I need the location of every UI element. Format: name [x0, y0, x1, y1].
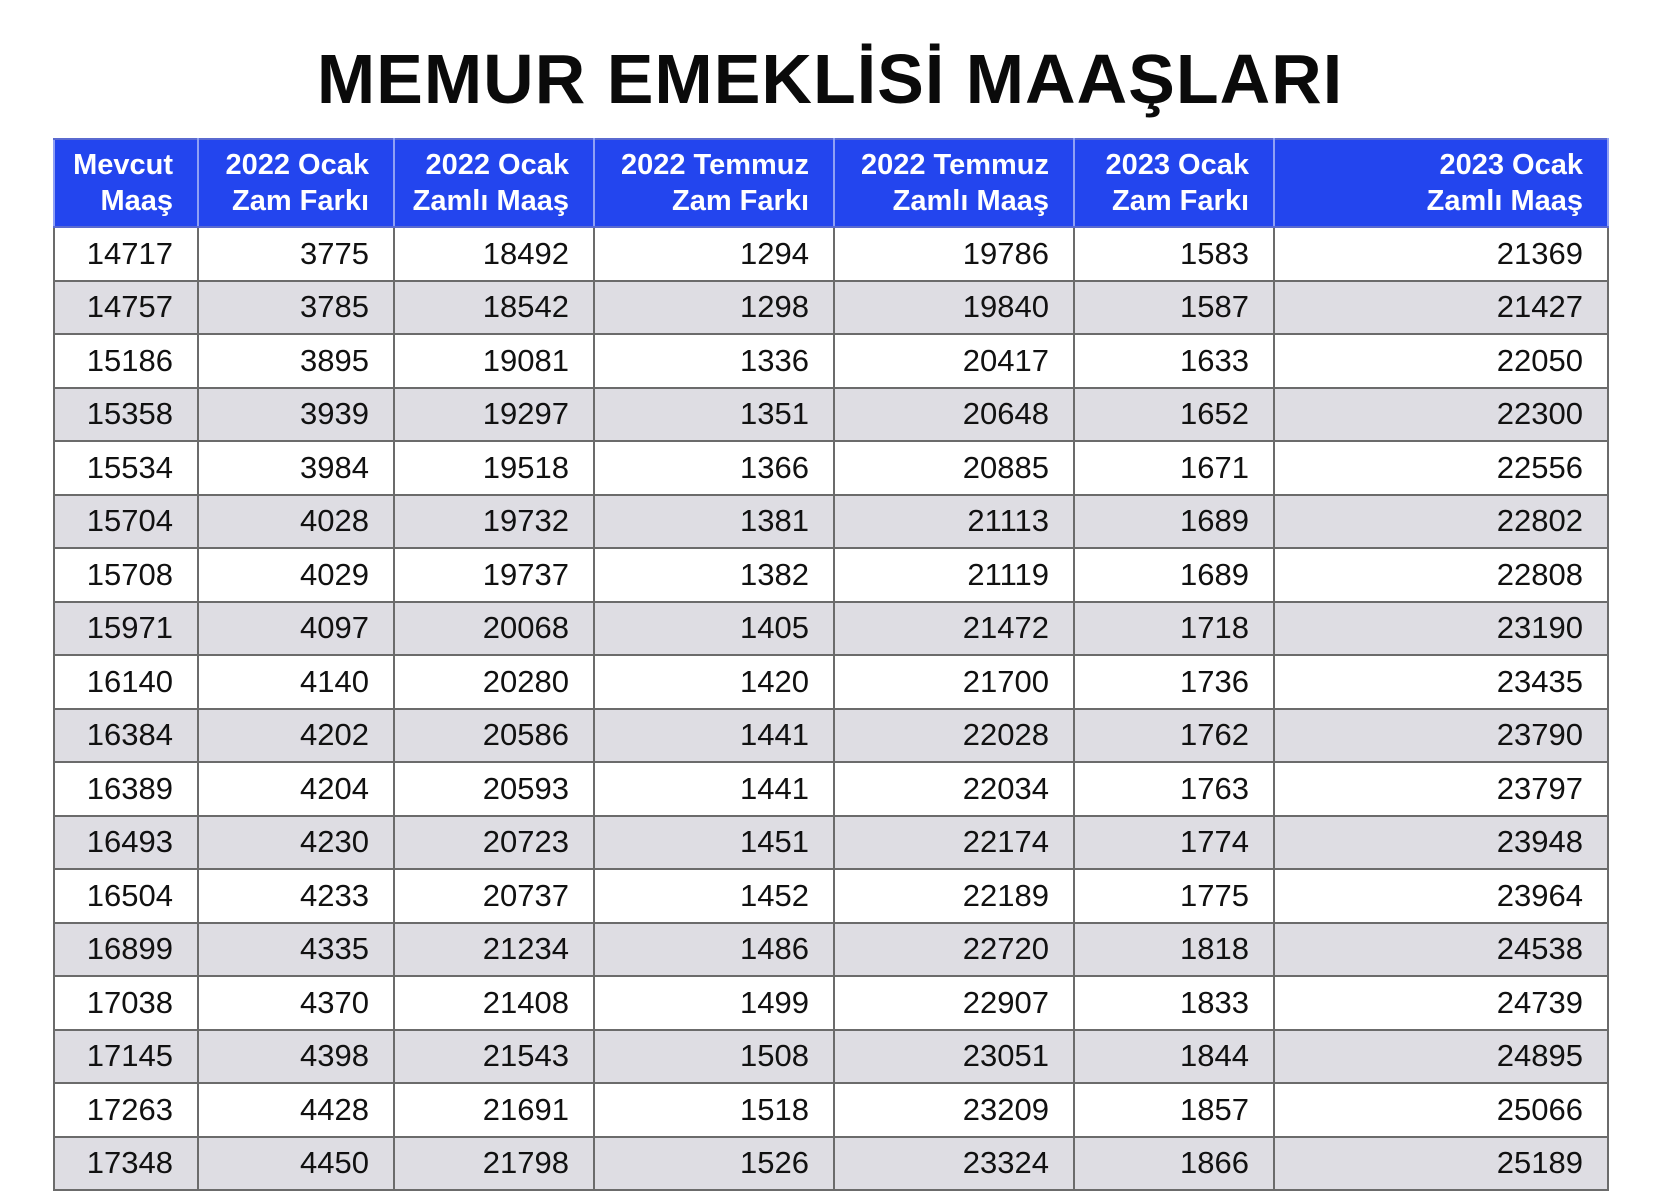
table-cell: 15358 — [54, 388, 198, 442]
column-header-line-2: Zam Farkı — [672, 185, 809, 217]
table-cell: 22034 — [834, 762, 1074, 816]
table-cell: 1452 — [594, 869, 834, 923]
table-cell: 1671 — [1074, 441, 1274, 495]
table-cell: 1451 — [594, 816, 834, 870]
table-cell: 20068 — [394, 602, 594, 656]
table-cell: 15534 — [54, 441, 198, 495]
table-cell: 1775 — [1074, 869, 1274, 923]
table-cell: 4028 — [198, 495, 394, 549]
table-row — [54, 923, 1608, 977]
table-cell: 22556 — [1274, 441, 1608, 495]
table-cell: 15186 — [54, 334, 198, 388]
table-cell: 1420 — [594, 655, 834, 709]
table-cell: 20648 — [834, 388, 1074, 442]
table-cell: 19786 — [834, 227, 1074, 281]
table-cell: 1774 — [1074, 816, 1274, 870]
table-row — [54, 655, 1608, 709]
table-cell: 1857 — [1074, 1083, 1274, 1137]
column-header-line-2: Maaş — [100, 185, 173, 217]
table-cell: 20280 — [394, 655, 594, 709]
table-cell: 21691 — [394, 1083, 594, 1137]
table-cell: 1587 — [1074, 281, 1274, 335]
table-cell: 4202 — [198, 709, 394, 763]
table-cell: 1486 — [594, 923, 834, 977]
table-cell: 19732 — [394, 495, 594, 549]
table-row — [54, 441, 1608, 495]
column-header-line-2: Zamlı Maaş — [412, 185, 569, 217]
table-cell: 1381 — [594, 495, 834, 549]
table-cell: 1689 — [1074, 495, 1274, 549]
table-cell: 3939 — [198, 388, 394, 442]
table-cell: 23324 — [834, 1137, 1074, 1191]
table-cell: 4335 — [198, 923, 394, 977]
table-cell: 16504 — [54, 869, 198, 923]
table-row — [54, 869, 1608, 923]
table-cell: 24538 — [1274, 923, 1608, 977]
column-header — [394, 139, 594, 227]
table-cell: 17145 — [54, 1030, 198, 1084]
table-cell: 16140 — [54, 655, 198, 709]
table-row — [54, 762, 1608, 816]
table-cell: 1833 — [1074, 976, 1274, 1030]
table-cell: 1718 — [1074, 602, 1274, 656]
table-cell: 23435 — [1274, 655, 1608, 709]
table-cell: 3785 — [198, 281, 394, 335]
table-cell: 21543 — [394, 1030, 594, 1084]
table-cell: 22808 — [1274, 548, 1608, 602]
table-cell: 1866 — [1074, 1137, 1274, 1191]
table-cell: 1736 — [1074, 655, 1274, 709]
column-header-line-1: Mevcut — [73, 149, 173, 181]
table-cell: 4230 — [198, 816, 394, 870]
table-cell: 1441 — [594, 709, 834, 763]
table-cell: 1818 — [1074, 923, 1274, 977]
table-cell: 22720 — [834, 923, 1074, 977]
table-cell: 21700 — [834, 655, 1074, 709]
table-cell: 22189 — [834, 869, 1074, 923]
table-cell: 15971 — [54, 602, 198, 656]
table-cell: 21369 — [1274, 227, 1608, 281]
table-cell: 24895 — [1274, 1030, 1608, 1084]
table-cell: 1499 — [594, 976, 834, 1030]
table-row — [54, 1030, 1608, 1084]
column-header-line-2: Zam Farkı — [1112, 185, 1249, 217]
table-cell: 20723 — [394, 816, 594, 870]
table-row — [54, 495, 1608, 549]
table-cell: 15704 — [54, 495, 198, 549]
table-cell: 23790 — [1274, 709, 1608, 763]
table-cell: 20593 — [394, 762, 594, 816]
table-cell: 4233 — [198, 869, 394, 923]
table-cell: 22028 — [834, 709, 1074, 763]
table-cell: 1294 — [594, 227, 834, 281]
table-cell: 22907 — [834, 976, 1074, 1030]
table-cell: 23797 — [1274, 762, 1608, 816]
table-row — [54, 388, 1608, 442]
table-cell: 1382 — [594, 548, 834, 602]
table-row — [54, 976, 1608, 1030]
table-cell: 1689 — [1074, 548, 1274, 602]
column-header — [1074, 139, 1274, 227]
table-cell: 23190 — [1274, 602, 1608, 656]
table-cell: 1526 — [594, 1137, 834, 1191]
column-header-line-2: Zamlı Maaş — [1426, 185, 1583, 217]
table-cell: 20885 — [834, 441, 1074, 495]
column-header — [594, 139, 834, 227]
table-cell: 20586 — [394, 709, 594, 763]
table-cell: 18492 — [394, 227, 594, 281]
table-cell: 21408 — [394, 976, 594, 1030]
column-header — [198, 139, 394, 227]
table-cell: 22050 — [1274, 334, 1608, 388]
table-cell: 19297 — [394, 388, 594, 442]
table-cell: 22802 — [1274, 495, 1608, 549]
column-header — [1274, 139, 1608, 227]
table-cell: 19518 — [394, 441, 594, 495]
table-row — [54, 334, 1608, 388]
table-cell: 17348 — [54, 1137, 198, 1191]
table-cell: 25189 — [1274, 1137, 1608, 1191]
column-header-line-2: Zam Farkı — [232, 185, 369, 217]
table-cell: 4398 — [198, 1030, 394, 1084]
table-cell: 22174 — [834, 816, 1074, 870]
table-body — [54, 227, 1608, 1190]
table-cell: 4097 — [198, 602, 394, 656]
table-cell: 1441 — [594, 762, 834, 816]
table-cell: 22300 — [1274, 388, 1608, 442]
table-cell: 21798 — [394, 1137, 594, 1191]
column-header-line-1: 2022 Ocak — [425, 149, 569, 181]
table-cell: 1405 — [594, 602, 834, 656]
table-cell: 14757 — [54, 281, 198, 335]
table-cell: 1518 — [594, 1083, 834, 1137]
table-cell: 1633 — [1074, 334, 1274, 388]
table-cell: 19081 — [394, 334, 594, 388]
column-header-line-1: 2023 Ocak — [1439, 149, 1583, 181]
table-cell: 1763 — [1074, 762, 1274, 816]
column-header-line-1: 2022 Ocak — [225, 149, 369, 181]
table-cell: 23051 — [834, 1030, 1074, 1084]
table-cell: 15708 — [54, 548, 198, 602]
table-cell: 4029 — [198, 548, 394, 602]
table-cell: 14717 — [54, 227, 198, 281]
table-cell: 3895 — [198, 334, 394, 388]
table-cell: 3775 — [198, 227, 394, 281]
table-cell: 16389 — [54, 762, 198, 816]
table-row — [54, 1137, 1608, 1191]
table-row — [54, 548, 1608, 602]
header-row — [54, 139, 1608, 227]
table-cell: 3984 — [198, 441, 394, 495]
table-cell: 4370 — [198, 976, 394, 1030]
table-cell: 25066 — [1274, 1083, 1608, 1137]
column-header-line-1: 2022 Temmuz — [620, 149, 809, 181]
table-cell: 16899 — [54, 923, 198, 977]
table-cell: 1351 — [594, 388, 834, 442]
table-cell: 20737 — [394, 869, 594, 923]
table-cell: 1652 — [1074, 388, 1274, 442]
table-cell: 1336 — [594, 334, 834, 388]
table-cell: 21472 — [834, 602, 1074, 656]
page-title: MEMUR EMEKLİSİ MAAŞLARI — [316, 40, 1344, 118]
table-cell: 21427 — [1274, 281, 1608, 335]
table-row — [54, 1083, 1608, 1137]
table-cell: 19737 — [394, 548, 594, 602]
table-cell: 1298 — [594, 281, 834, 335]
table-cell: 16384 — [54, 709, 198, 763]
table-cell: 23964 — [1274, 869, 1608, 923]
table-cell: 21113 — [834, 495, 1074, 549]
table-cell: 1762 — [1074, 709, 1274, 763]
column-header — [54, 139, 198, 227]
table-cell: 20417 — [834, 334, 1074, 388]
table-cell: 1844 — [1074, 1030, 1274, 1084]
column-header-line-1: 2022 Temmuz — [860, 149, 1049, 181]
table-cell: 4450 — [198, 1137, 394, 1191]
table-row — [54, 227, 1608, 281]
table-cell: 4428 — [198, 1083, 394, 1137]
table-cell: 24739 — [1274, 976, 1608, 1030]
table-cell: 18542 — [394, 281, 594, 335]
column-header — [834, 139, 1074, 227]
table-cell: 19840 — [834, 281, 1074, 335]
table-cell: 21119 — [834, 548, 1074, 602]
table-row — [54, 816, 1608, 870]
column-header-line-1: 2023 Ocak — [1105, 149, 1249, 181]
table-cell: 1508 — [594, 1030, 834, 1084]
table-row — [54, 281, 1608, 335]
salary-table — [53, 138, 1609, 1191]
table-cell: 23948 — [1274, 816, 1608, 870]
table-row — [54, 709, 1608, 763]
table-cell: 1583 — [1074, 227, 1274, 281]
table-cell: 23209 — [834, 1083, 1074, 1137]
column-header-line-2: Zamlı Maaş — [892, 185, 1049, 217]
table-cell: 17038 — [54, 976, 198, 1030]
table-cell: 4140 — [198, 655, 394, 709]
table-cell: 4204 — [198, 762, 394, 816]
table-cell: 17263 — [54, 1083, 198, 1137]
table-row — [54, 602, 1608, 656]
table-cell: 1366 — [594, 441, 834, 495]
table-cell: 21234 — [394, 923, 594, 977]
table-cell: 16493 — [54, 816, 198, 870]
